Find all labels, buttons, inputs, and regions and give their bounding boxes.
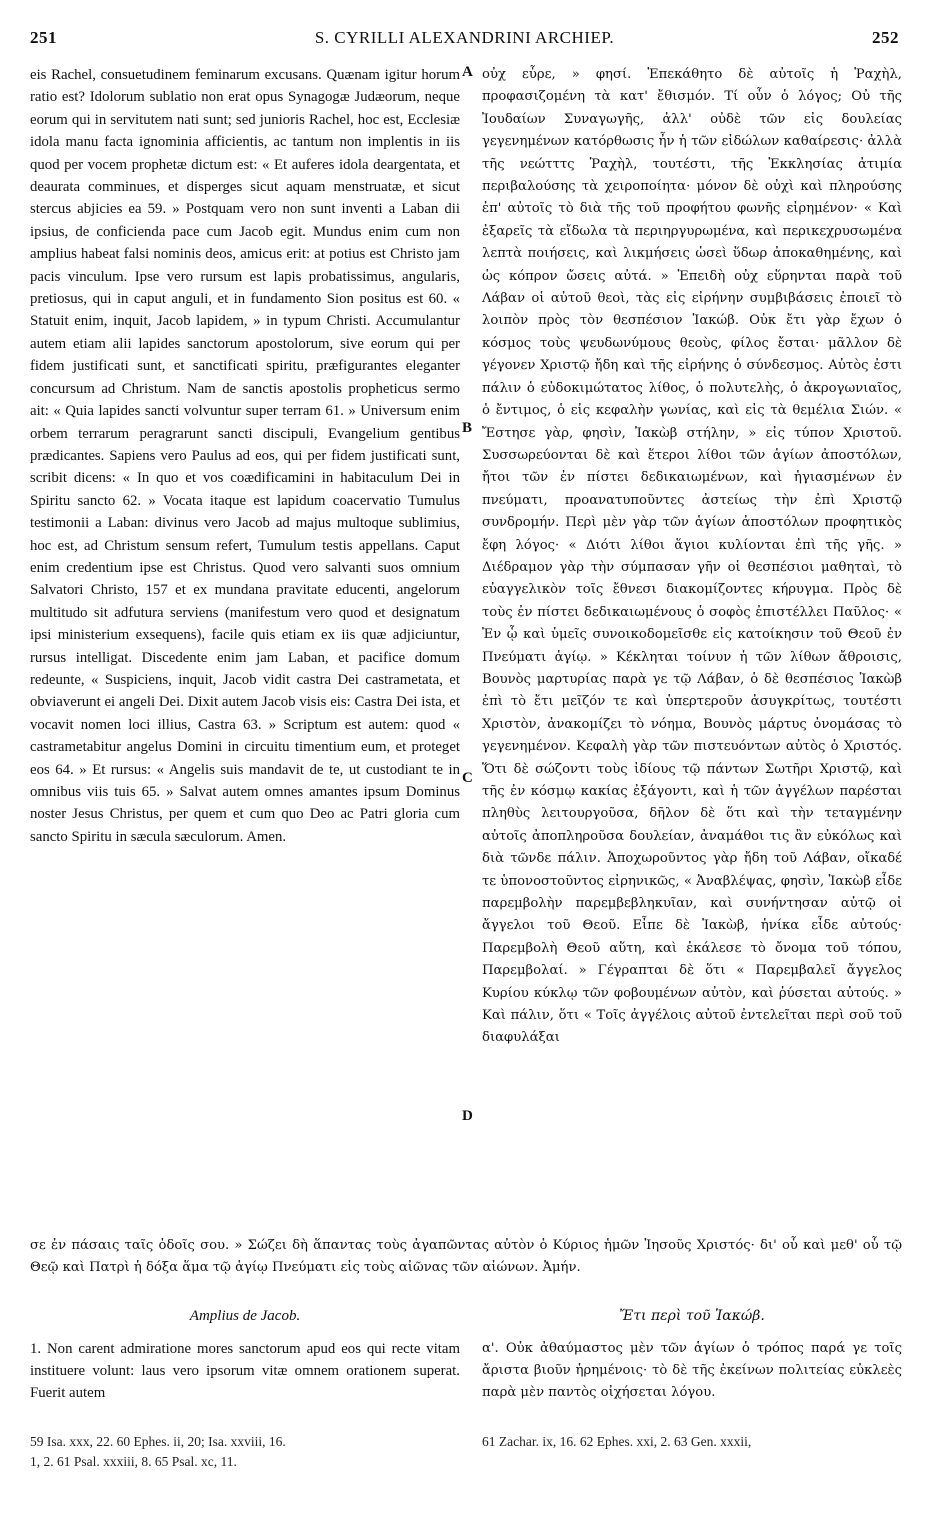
page-number-right: 252: [872, 28, 899, 47]
latin-subheading: Amplius de Jacob.: [189, 1308, 301, 1324]
greek-subheading: Ἔτι περὶ τοῦ Ἰακώβ.: [619, 1308, 765, 1324]
footnote-right-line-1: 61 Zachar. ix, 16. 62 Ephes. xxi, 2. 63 Gen. xxxii,: [482, 1434, 752, 1449]
marker-c: C: [462, 770, 473, 786]
greek-column: [482, 64, 902, 1050]
running-header: [30, 28, 899, 54]
footnote-divider: [30, 1420, 899, 1421]
greek-fullwidth-text: σε ἐν πάσαις ταῖς ὁδοῖς σου. » Σώζει δὴ ἅπαντας τοὺς ἀγαπῶντας αὐτὸν ὁ Κύριος ἡμῶν Ἰησοῦς Χριστός· δι' οὗ καὶ μεθ' οὗ τῷ Θεῷ καὶ Πατρὶ ἡ δόξα ἅμα τῷ ἁγίῳ Πνεύματι εἰς τοὺς αἰῶνας τῶν αἰώνων. Ἀμήν.: [30, 1238, 902, 1276]
latin-main-text: eis Rachel, consuetudinem feminarum excusans. Quænam igitur horum ratio est? Idolorum sublatio non erat opus Synagogæ Judæorum, neque eorum qui in servitutem nati sunt; sed junioris Rachel, hoc est, Ecclesiæ idola manu facta ignominia afficientis, ac tantum non implentis in iis quod per vocem prophetæ dictum est: « Et auferes idola deargentata, et deaurata comminues, et disperges sicut aquam menstruatæ, et sicut stercus abjicies ea 59. » Postquam vero non sunt inventi a Laban dii ipsius, de conficienda pace cum Jacob egit. Mundus enim cum non amplius habeat falsi nominis deos, amicus erit: at potius est Christo jam pacis vinculum. Ipse vero rursum est lapis probatissimus, angularis, pretiosus, qui in caput anguli, et in fundamento Sion positus est 60. « Statuit enim, inquit, Jacob lapidem, » in typum Christi. Accumulantur autem etiam alii lapides sanctorum apostolorum, sive eorum qui per fidem justificati sunt, et sanctificati spiritu, præfigurantes eleganter concursum ad Christum. Nam de sanctis apostolis propheticus sermo ait: « Quia lapides sancti volvuntur super terram 61. » Universum enim orbem terrarum peragrarunt sancti discipuli, Evangelium gentibus prædicantes. Sapiens vero Paulus ad eos, qui per fidem justificati sunt, scribit dicens: « In quo et vos coædificamini in habitaculum Dei in Spiritu sancto 62. » Vocata itaque est lapidum coacervatio Tumulus testimonii a Laban: divinus vero Jacob ad majus multoque sublimius, hoc est, ad Christum sensum refert, Tumulum testis appellans. Caput enim credentium ipse est Christus. Quod vero salvanti suos omnium Salvatori Christo, 157 et ex mundana pravitate educenti, angelorum multitudo sit adfutura serviens (manifestum vero quod et designatum ipsi ministerium exsequens), facile quis etiam ex iis quæ adjiciuntur, rursus intelligat. Discedente enim jam Laban, et pacifice domum redeunte, « Suspiciens, inquit, Jacob vidit castra Dei castrametata, et obviaverunt ei angeli Dei. Dixit autem Jacob visis eis: Castra Dei ista, et vocavit nomen loci illius, Castra 63. » Scriptum est autem: quod « castrametabitur angelus Domini in circuitu timentium eum, et proteget eos 64. » Et rursus: « Angelis suis mandavit de te, ut custodiant te in omnibus viis tuis 65. » Salvat autem omnes amantes ipsum Dominus noster Jesus Christus, per quem et cum quo Deo ac Patri gloria cum sancto Spiritu in sæcula sæculorum. Amen.: [30, 67, 460, 845]
footnote-left-line-2: 1, 2. 61 Psal. xxxiii, 8. 65 Psal. xc, 11.: [30, 1454, 237, 1469]
marker-d: D: [462, 1108, 473, 1124]
latin-section-text: 1. Non carent admiratione mores sanctorum apud eos qui recte vitam instituere volunt: laus vero ipsorum vitæ omnem orationem superat. Fuerit autem: [30, 1341, 460, 1401]
footnote-left-line-1: 59 Isa. xxx, 22. 60 Ephes. ii, 20; Isa. xxviii, 16.: [30, 1434, 286, 1449]
greek-section-text: α'. Οὐκ ἀθαύμαστος μὲν τῶν ἁγίων ὁ τρόπος παρά γε τοῖς ἄριστα βιοῦν ἡρημένοις· τὸ δὲ τῆς ἐκείνων πολιτείας εὐκλεὲς παρὰ μὲν παντὸς οἰχήσεται λόγου.: [482, 1341, 902, 1400]
greek-main-text: οὐχ εὗρε, » φησί. Ἐπεκάθητο δὲ αὐτοῖς ἡ Ῥαχὴλ, προφασιζομένη τὰ κατ' ἔθισμόν. Τί οὖν ὁ λόγος; Οὐ τῆς Ἰουδαίων Συναγωγῆς, ἀλλ' οὐδὲ τῶν εἰς δουλείας γεγενημένων κατόρθωσις ἦν ἡ τῶν εἰδώλων καθαίρεσις· ἀλλὰ τῆς νεώτττς Ῥαχὴλ, τουτέστι, τῆς Ἐκκλησίας ἀτιμία περιβαλούσης τὰ χειροποίητα· μόνον δὲ οὐχὶ καὶ πληρούσης ἐπ' αὐτοῖς τὸ διὰ τῆς τοῦ προφήτου φωνῆς εἰρημένον· « Καὶ ἐξαρεῖς τὰ εἴδωλα τὰ περιηργυρωμένα, καὶ περικεχρυσωμένα λεπτὰ ποιήσεις, καὶ λικμήσεις ὡσεὶ ὕδωρ ἀποκαθημένης, καὶ ὡς κόπρον ὤσεις αὐτά. » Ἐπειδὴ οὐχ εὕρηνται παρὰ τοῦ Λάβαν οἱ αὐτοῦ θεοὶ, τὰς εἰς εἰρήνην συμβιβάσεις ἐποιεῖ τὸ λοιπὸν πρὸς τὸν θεσπέσιον Ἰακώβ. Οὐκ ἔτι γὰρ ἔχων ὁ κόσμος τοὺς ψευδωνύμους θεοὺς, φίλος ἔσται· μᾶλλον δὲ γέγονεν Χριστῷ ἤδη καὶ τῆς εἰρήνης ὁ σύνδεσμος. Αὐτὸς ἐστι πάλιν ὁ εὐδοκιμώτατος λίθος, ὁ πολυτελὴς, ὁ ἀκρογωνιαῖος, ὁ ἔντιμος, ὁ εἰς κεφαλὴν γωνίας, καὶ εἰς τὰ θεμέλια Σιών. « Ἔστησε γὰρ, φησὶν, Ἰακὼβ στήλην, » εἰς τύπον Χριστοῦ. Συσσωρεύονται δὲ καὶ ἕτεροι λίθοι τῶν ἁγίων ἀποστόλων, ἤτοι τῶν ἐν πίστει δεδικαιωμένων, καὶ ἡγιασμένων ἐν πνεύματι, προανατυποῦντες ἀστείως τὴν ἐπὶ Χριστῷ συνδρομήν. Περὶ μὲν γὰρ τῶν ἁγίων ἀποστόλων προφητικὸς ἔφη λόγος· « Διότι λίθοι ἅγιοι κυλίονται ἐπὶ τῆς γῆς. » Διέδραμον γὰρ τὴν σύμπασαν γῆν οἱ θεσπέσιοι μαθηταὶ, τὸ εὐαγγελικὸν τοῖς ἔθνεσι διακομίζοντες κήρυγμα. Πρὸς δὲ τοὺς ἐν πίστει δεδικαιωμένους ὁ σοφὸς ἐπιστέλλει Παῦλος· « Ἐν ᾧ καὶ ὑμεῖς συνοικοδομεῖσθε εἰς κατοίκησιν τοῦ Θεοῦ ἐν Πνεύματι ἁγίῳ. » Κέκληται τοίνυν ἡ τῶν λίθων ἄθροισις, Βουνὸς μαρτυρίας παρὰ γε τῷ Λάβαν, ὁ δὲ θεσπέσιος Ἰακὼβ ἐπὶ τὸ ἔτι μεῖζόν τε καὶ ὑπερτεροῦν ἀσυγκρίτως, τουτέστι Χριστὸν, ἀνακομίζει τὸ νόημα, Βουνὸς μάρτυς ὀνομάσας τὸ γεγενημένον. Κεφαλὴ γὰρ τῶν πιστευόντων αὐτὸς ὁ Χριστός. Ὅτι δὲ σώζοντι τοὺς ἰδίους τῷ πάντων Σωτῆρι Χριστῷ, καὶ τῆς ἐν κόσμῳ κακίας ἐξάγοντι, καὶ ἡ τῶν ἀγγέλων παρέσται πληθὺς λειτουργοῦσα, δῆλον δὲ ὅτι καὶ τὴν τεταγμένην αὐτοῖς ἀποπληροῦσα δουλείαν, ἀναμάθοι τις ἂν εὐκόλως καὶ διὰ τῶνδε πάλιν. Ἀποχωροῦντος γὰρ ἤδη τοῦ Λάβαν, οἴκαδέ τε ὑπονοστοῦντος εἰρηνικῶς, « Ἀναβλέψας, φησὶν, Ἰακὼβ εἶδε παρεμβολὴν παρεμβεβληκυῖαν, καὶ συνήντησαν αὐτῷ οἱ ἄγγελοι τοῦ Θεοῦ. Εἶπε δὲ Ἰακὼβ, ἡνίκα εἶδε αὐτούς· Παρεμβολὴ Θεοῦ αὕτη, καὶ ἐκάλεσε τὸ ὄνομα τοῦ τόπου, Παρεμβολαί. » Γέγραπται δὲ ὅτι « Παρεμβαλεῖ ἄγγελος Κυρίου κύκλῳ τῶν φοβουμένων αὐτὸν, καὶ ῥύσεται αὐτούς. » Καὶ πάλιν, ὅτι « Τοῖς ἀγγέλοις αὐτοῦ ἐντελεῖται περὶ σοῦ τοῦ διαφυλάξαι: [482, 67, 902, 1046]
marker-b: B: [462, 420, 473, 436]
page-number-left: 251: [30, 28, 57, 47]
marker-a: A: [462, 64, 473, 80]
running-title: S. CYRILLI ALEXANDRINI ARCHIEP.: [314, 28, 615, 47]
latin-column: [30, 64, 460, 848]
